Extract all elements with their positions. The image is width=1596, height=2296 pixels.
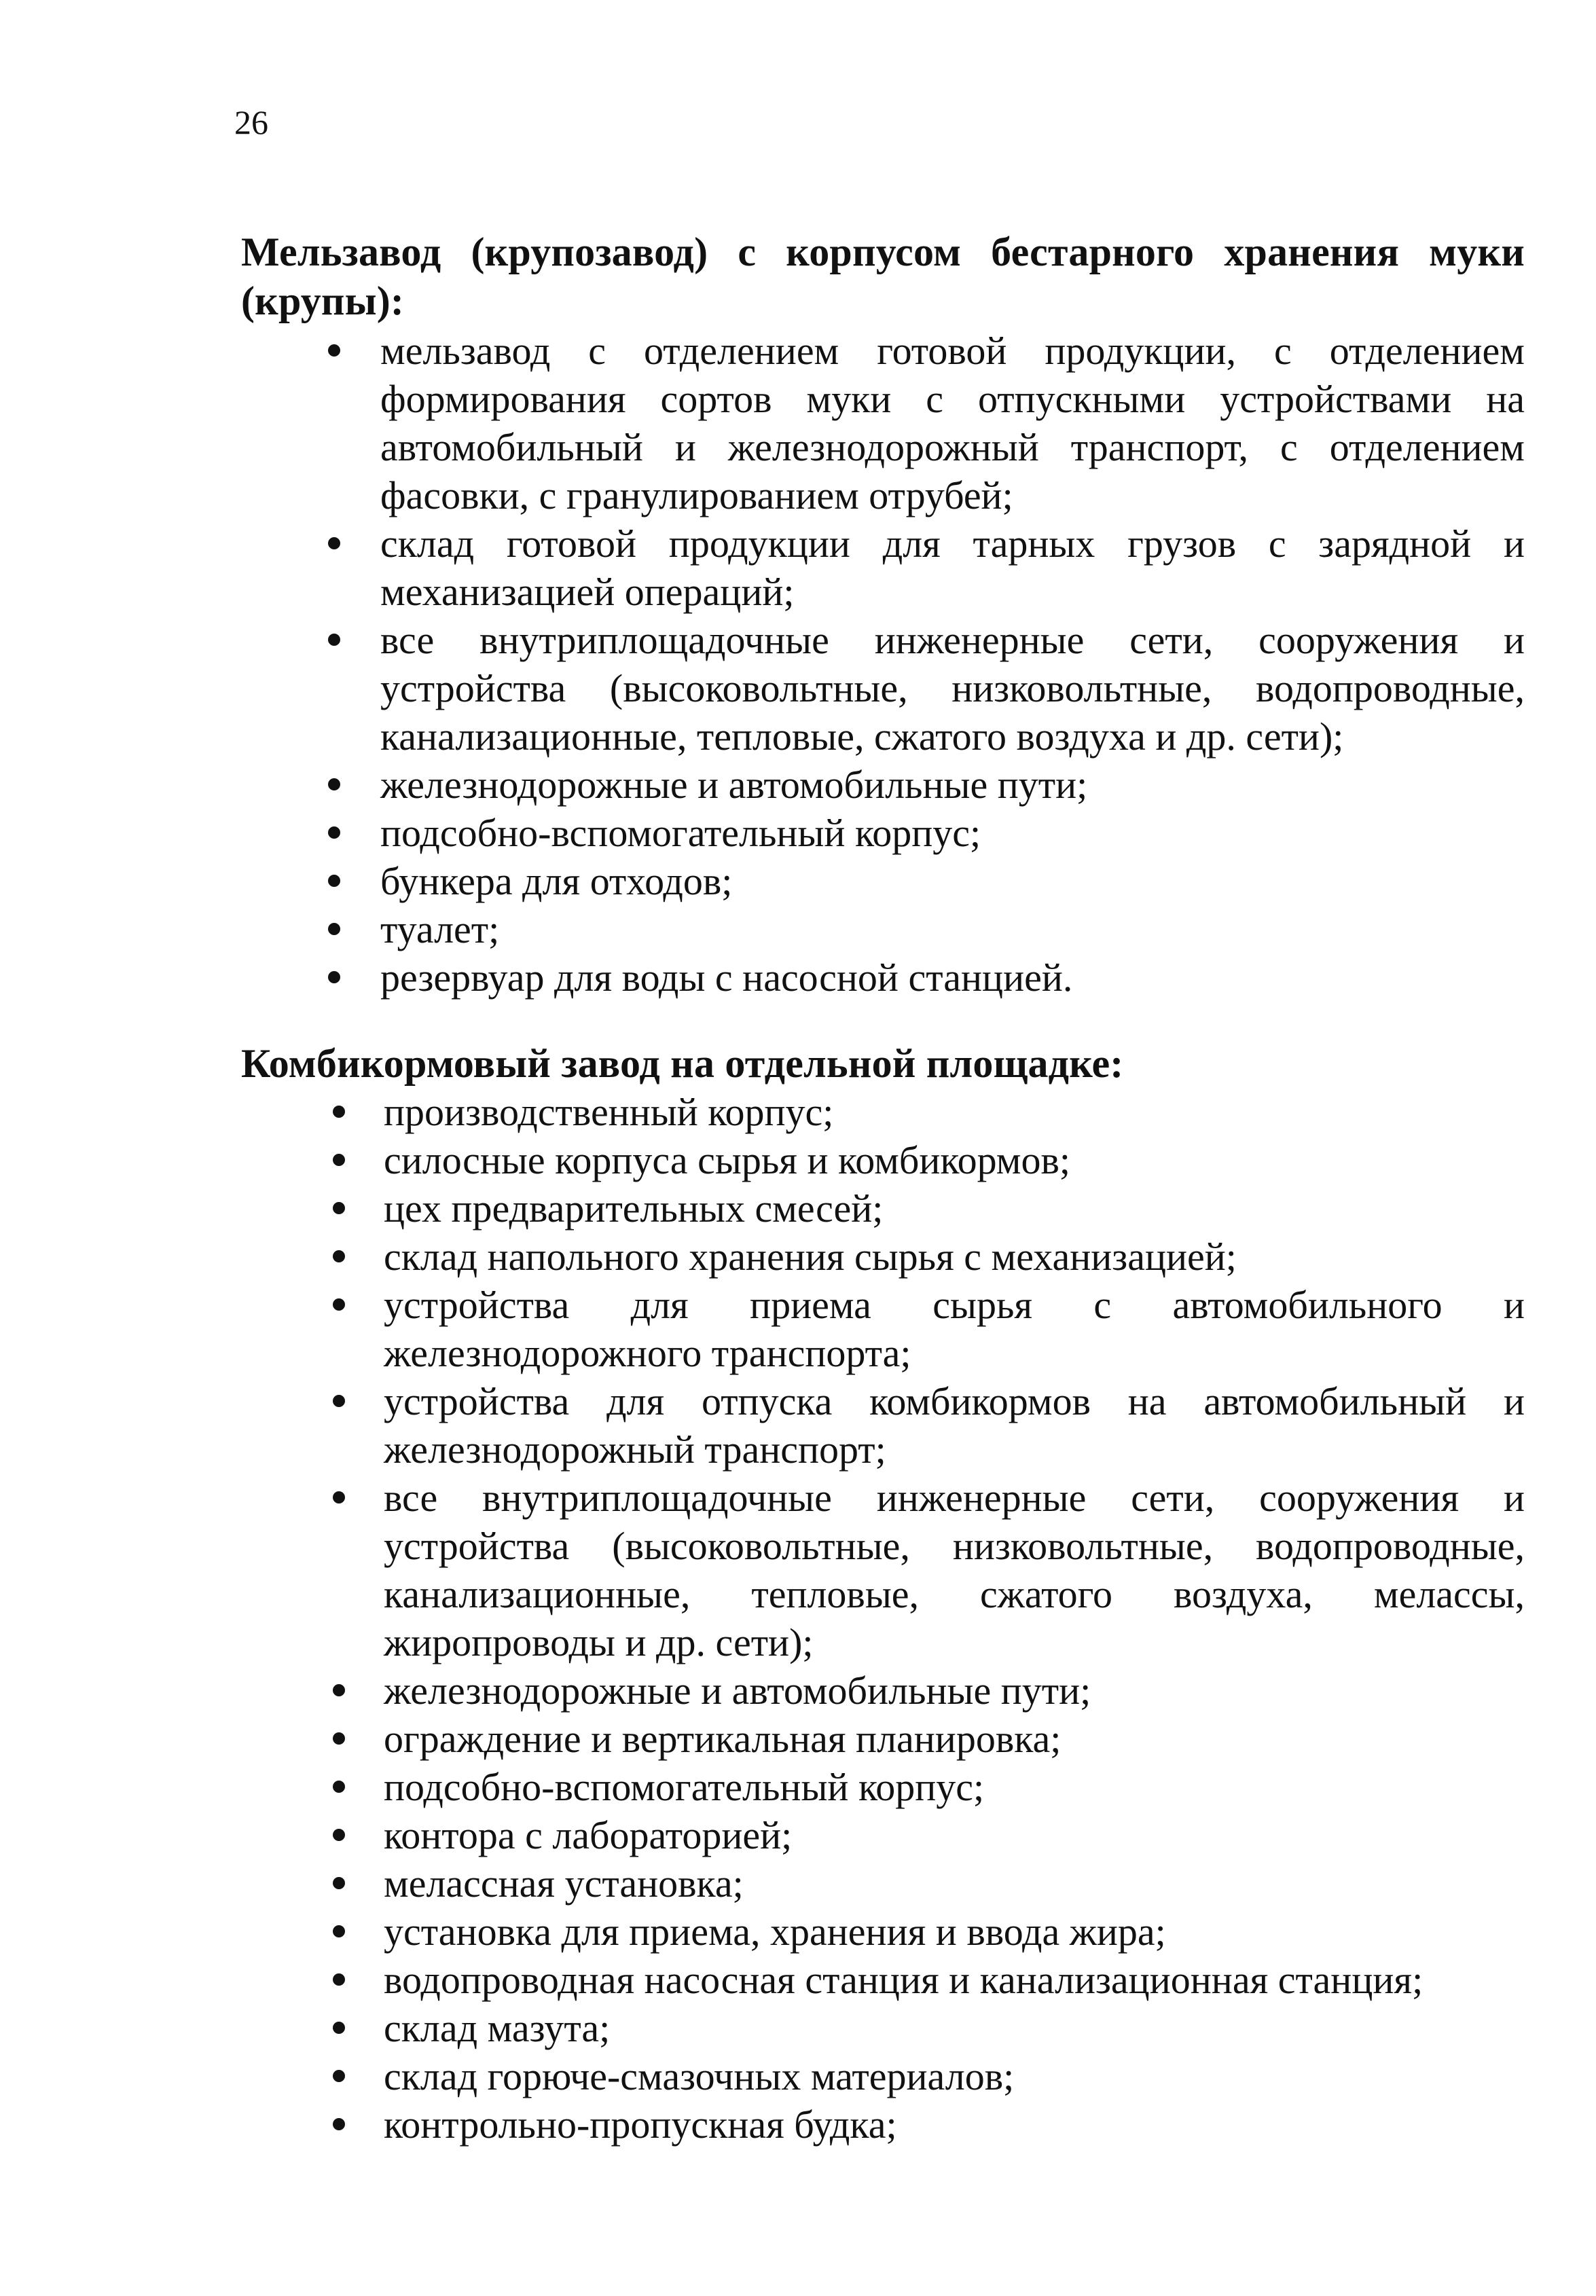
list-item [241,953,1525,1002]
list-item-text: ограждение и вертикальная планировка; [384,1717,1062,1761]
list-item-text: склад горюче-смазочных материалов; [384,2054,1015,2098]
list-item-text: бункера для отходов; [380,859,733,903]
list-item-text: устройства для приема сырья с автомобильного и железнодорожного транспорта; [384,1283,1525,1375]
bullet-icon [328,634,340,646]
bullet-icon [333,2070,345,2082]
list-item [241,1763,1525,1811]
list-item-text: установка для приема, хранения и ввода жира; [384,1910,1166,1954]
list-item-text: все внутриплощадочные инженерные сети, сооружения и устройства (высоковольтные, низковольтные, водопроводные, канализационные, тепловые, сжатого воздуха, мелассы, жиропроводы и др. сети); [384,1476,1525,1664]
section-title: Комбикормовый завод на отдельной площадке: [241,1041,1124,1086]
list-item [241,2004,1525,2052]
bullet-icon [333,1684,345,1696]
bullet-icon [333,1250,345,1262]
list-item [241,1281,1525,1377]
list-item-text: железнодорожные и автомобильные пути; [380,763,1088,807]
bullet-icon [333,1781,345,1793]
list-item-text: мелассная установка; [384,1861,744,1906]
list-item [241,857,1525,905]
list-item [241,1233,1525,1281]
bullet-icon [328,826,340,839]
bullet-icon [333,1877,345,1889]
list-item [241,1715,1525,1763]
bullet-list [241,1088,1525,2149]
list-item [241,327,1525,520]
bullet-icon [328,971,340,983]
list-item [241,1136,1525,1184]
list-item [241,2100,1525,2149]
list-item [241,616,1525,761]
list-item [241,1859,1525,1908]
bullet-icon [328,923,340,935]
list-item-text: водопроводная насосная станция и канализационная станция; [384,1958,1423,2002]
list-item [241,809,1525,857]
list-item-text: цех предварительных смесей; [384,1186,884,1231]
list-item-text: контора с лабораторией; [384,1813,793,1857]
bullet-list [241,327,1525,1002]
bullet-icon [328,778,340,790]
bullet-icon [328,875,340,887]
list-item [241,520,1525,616]
bullet-icon [328,537,340,549]
bullet-icon [333,1202,345,1214]
page-number: 26 [234,103,268,141]
bullet-icon [333,1973,345,1986]
bullet-icon [333,1732,345,1745]
list-item [241,1474,1525,1666]
bullet-icon [333,1491,345,1504]
list-item [241,761,1525,809]
list-item [241,1184,1525,1233]
list-item-text: резервуар для воды с насосной станцией. [380,955,1073,1000]
list-item [241,1908,1525,1956]
list-item-text: подсобно-вспомогательный корпус; [380,811,981,855]
list-item [241,1666,1525,1715]
bullet-icon [333,1154,345,1166]
bullet-icon [333,2022,345,2034]
list-item [241,1377,1525,1474]
section-mill [241,227,1525,1002]
bullet-icon [333,2118,345,2130]
bullet-icon [333,1829,345,1841]
list-item-text: производственный корпус; [384,1090,834,1134]
list-item-text: склад мазута; [384,2006,611,2050]
bullet-icon [328,344,340,357]
list-item-text: контрольно-пропускная будка; [384,2102,897,2147]
list-item-text: мельзавод с отделением готовой продукции, с отделением формирования сортов муки с отпускными устройствами на автомобильный и железнодорожный транспорт, с отделением фасовки, с гранулированием отрубей; [380,329,1525,517]
list-item-text: склад напольного хранения сырья с механизацией; [384,1235,1237,1279]
list-item-text: все внутриплощадочные инженерные сети, сооружения и устройства (высоковольтные, низковольтные, водопроводные, канализационные, тепловые, сжатого воздуха и др. сети); [380,618,1525,759]
list-item [241,1811,1525,1859]
bullet-icon [333,1106,345,1118]
section-feed-mill [241,1039,1525,2149]
list-item [241,1956,1525,2004]
list-item [241,1088,1525,1136]
bullet-icon [333,1298,345,1311]
list-item-text: железнодорожные и автомобильные пути; [384,1669,1091,1713]
list-item-text: подсобно-вспомогательный корпус; [384,1765,985,1809]
list-item [241,905,1525,953]
list-item-text: склад готовой продукции для тарных грузов с зарядной и механизацией операций; [380,522,1525,614]
list-item-text: туалет; [380,907,500,951]
section-title: Мельзавод (крупозавод) с корпусом бестарного хранения муки (крупы): [241,230,1525,323]
bullet-icon [333,1925,345,1937]
list-item-text: силосные корпуса сырья и комбикормов; [384,1138,1070,1182]
list-item-text: устройства для отпуска комбикормов на автомобильный и железнодорожный транспорт; [384,1379,1525,1472]
bullet-icon [333,1395,345,1407]
list-item [241,2052,1525,2100]
